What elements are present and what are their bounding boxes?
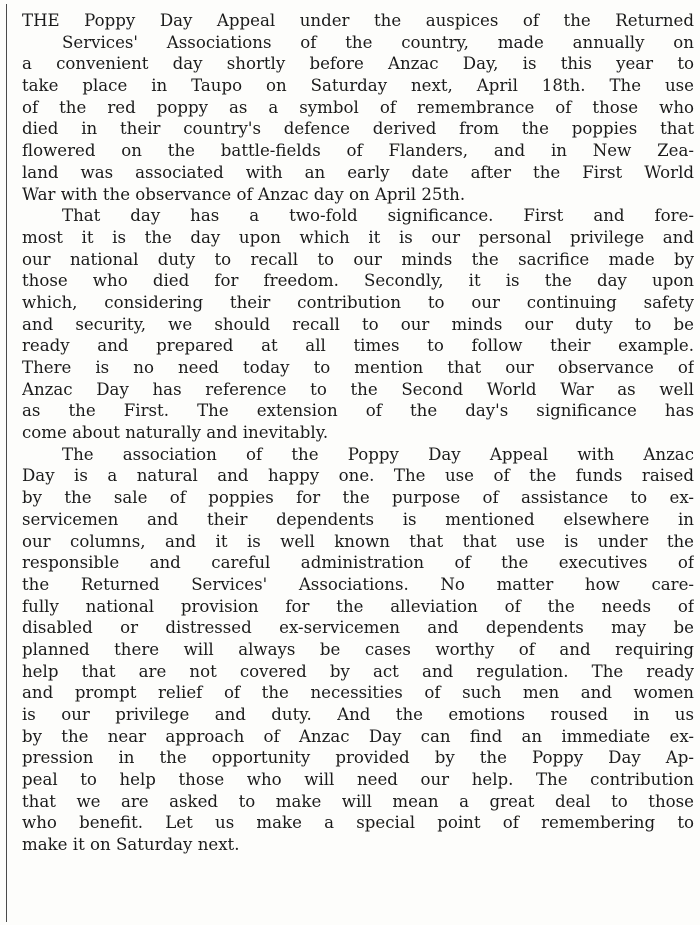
column-rule: [6, 4, 7, 922]
article-line: help that are not covered by act and regulation. The ready: [22, 661, 694, 681]
article-line: is our privilege and duty. And the emotions roused in us: [22, 705, 694, 724]
article-line: Services' Associations of the country, made annually on: [62, 32, 694, 52]
article-line: of the red poppy as a symbol of remembrance of those who: [22, 97, 694, 117]
article-line: those who died for freedom. Secondly, it is the day upon: [22, 271, 694, 291]
article-line: and security, we should recall to our minds our duty to be: [22, 314, 694, 334]
article-line: planned there will always be cases worthy of and requiring: [22, 639, 694, 659]
article-line: died in their country's defence derived from the poppies that: [22, 119, 694, 139]
article-line: our columns, and it is well known that that use is under the: [22, 531, 694, 551]
article-line: peal to help those who will need our help. The contribution: [22, 770, 694, 790]
article-line: who benefit. Let us make a special point of remembering to: [22, 813, 694, 833]
article-line: by the near approach of Anzac Day can find an immediate ex-: [22, 726, 694, 746]
article-line: pression in the opportunity provided by the Poppy Day Ap-: [22, 748, 694, 768]
article-line: that we are asked to make will mean a great deal to those: [22, 791, 694, 811]
article-line: and prompt relief of the necessities of such men and women: [22, 683, 694, 703]
article-line: There is no need today to mention that our observance of: [22, 358, 694, 377]
article-line: land was associated with an early date after the First World: [22, 162, 694, 182]
article-line: which, considering their contribution to our continuing safety: [22, 292, 694, 312]
article-line: THE Poppy Day Appeal under the auspices of the Returned: [22, 11, 694, 30]
article-line: Anzac Day has reference to the Second World War as well: [22, 379, 694, 399]
article-line: as the First. The extension of the day's significance has: [22, 401, 694, 421]
article-line: servicemen and their dependents is mentioned elsewhere in: [22, 509, 694, 529]
article-line: responsible and careful administration of the executives of: [22, 553, 694, 573]
article-line: ready and prepared at all times to follow their example.: [22, 336, 694, 356]
article-line: make it on Saturday next.: [22, 835, 240, 855]
article-line: War with the observance of Anzac day on April 25th.: [22, 184, 466, 204]
article-line: a convenient day shortly before Anzac Day, is this year to: [22, 54, 694, 74]
article-line: fully national provision for the alleviation of the needs of: [22, 596, 694, 616]
article-line: disabled or distressed ex-servicemen and dependents may be: [22, 618, 694, 638]
article-line: come about naturally and inevitably.: [22, 423, 329, 443]
article-line: by the sale of poppies for the purpose of assistance to ex-: [22, 488, 694, 508]
article-line: The association of the Poppy Day Appeal with Anzac: [62, 444, 694, 464]
article-line: the Returned Services' Associations. No matter how care-: [22, 574, 694, 594]
editorial-article: [22, 10, 694, 856]
article-line: our national duty to recall to our minds the sacrifice made by: [22, 249, 694, 269]
article-line: flowered on the battle-fields of Flanders, and in New Zea-: [22, 141, 694, 161]
article-line: most it is the day upon which it is our personal privilege and: [22, 227, 694, 247]
article-line: take place in Taupo on Saturday next, April 18th. The use: [22, 76, 694, 96]
article-line: Day is a natural and happy one. The use of the funds raised: [22, 466, 694, 486]
article-line: That day has a two-fold significance. First and fore-: [62, 206, 694, 226]
